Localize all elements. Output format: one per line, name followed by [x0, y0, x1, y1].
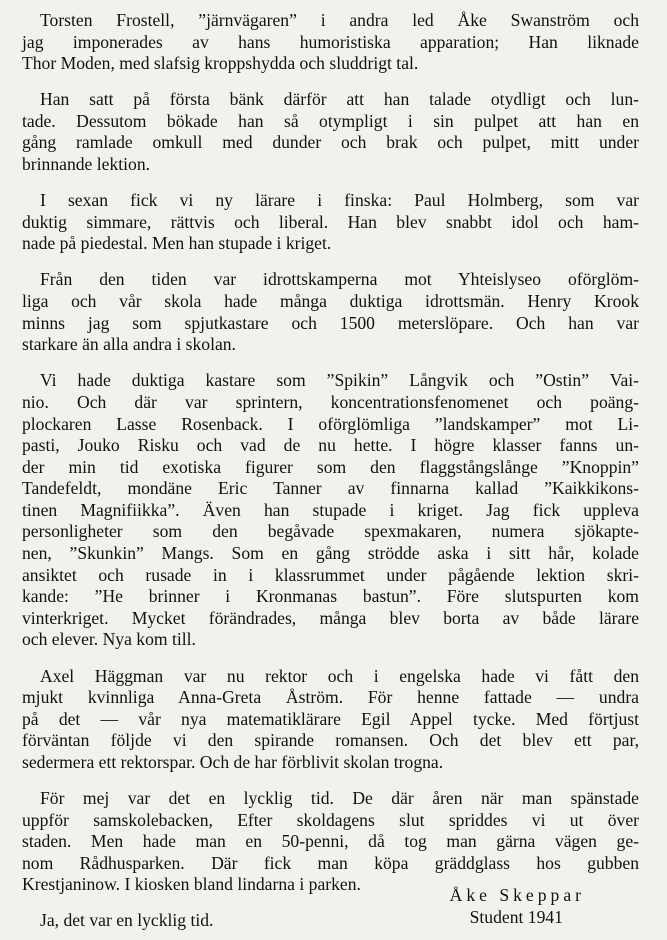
text-line: mjukt kvinnliga Anna-Greta Åström. För henne fattade — undra: [22, 687, 639, 708]
text-line: tade. Dessutom bökade han så otympligt i sin pulpet att han en: [22, 110, 639, 131]
paragraph: [22, 89, 639, 175]
text-line: liga och vår skola hade många duktiga idrottsmän. Henry Krook: [22, 291, 639, 312]
text-line: duktig simmare, rättvis och liberal. Han blev snabbt idol och ham-: [22, 211, 639, 232]
text-line: starkare än alla andra i skolan.: [22, 334, 236, 355]
text-line: tinen Magnifiikka”. Även han stupade i kriget. Jag fick uppleva: [22, 499, 639, 520]
text-line: nen, ”Skunkin” Mangs. Som en gång strödde aska i sitt hår, kolade: [22, 543, 639, 564]
text-line: Han satt på första bänk därför att han talade otydligt och lun-: [40, 89, 639, 110]
text-line: Torsten Frostell, ”järnvägaren” i andra led Åke Swanström och: [40, 10, 639, 30]
text-line: förväntan följde vi den spirande romansen. Och det blev ett par,: [22, 730, 639, 751]
text-line: Krestjaninow. I kiosken bland lindarna i parken.: [22, 874, 361, 895]
author-student-year: Student 1941: [469, 906, 563, 927]
paragraph: [22, 666, 639, 774]
text-line: För mej var det en lycklig tid. De där åren när man spänstade: [40, 788, 639, 808]
author-name: Åke Skeppar: [449, 885, 585, 905]
signature-block: [450, 885, 585, 928]
text-line: gång ramlade omkull med dunder och brak och pulpet, mitt under: [22, 132, 639, 153]
text-line: brinnande lektion.: [22, 154, 151, 175]
paragraph: [22, 10, 639, 75]
memoir-text: [22, 10, 639, 932]
text-line: der min tid exotiska figurer som den flaggstångslånge ”Knoppin”: [22, 456, 639, 477]
paragraph: [22, 788, 639, 896]
paragraph: [22, 370, 639, 651]
text-line: sedermera ett rektorspar. Och de har förblivit skolan trogna.: [22, 751, 444, 772]
text-line: kande: ”He brinner i Kronmanas bastun”. Före slutspurten kom: [22, 586, 639, 607]
paragraph: [22, 269, 639, 355]
text-line: minns jag som spjutkastare och 1500 meterslöpare. Och han var: [22, 312, 639, 333]
text-line: Tandefeldt, mondäne Eric Tanner av finnarna kallad ”Kaikkikons-: [22, 478, 639, 499]
text-line: nio. Och där var sprintern, koncentrationsfenomenet och poäng-: [22, 391, 639, 412]
text-line: plockaren Lasse Rosenback. I oförglömliga ”landskamper” mot Li-: [22, 413, 639, 434]
text-line: staden. Men hade man en 50-penni, då tog man gärna vägen ge-: [22, 831, 639, 852]
text-line: pasti, Jouko Risku och vad de nu hette. I högre klasser fanns un-: [22, 435, 639, 456]
text-line: uppför samskolebacken, Efter skoldagens slut spriddes vi ut över: [22, 809, 639, 830]
text-line: Thor Moden, med slafsig kroppshydda och sluddrigt tal.: [22, 53, 419, 74]
text-line: Axel Häggman var nu rektor och i engelska hade vi fått den: [40, 665, 639, 686]
text-line: på det — vår nya matematiklärare Egil Appel tycke. Med förtjust: [22, 708, 639, 729]
text-line: nom Rådhusparken. Där fick man köpa gräddglass hos gubben: [22, 852, 639, 873]
text-line: I sexan fick vi ny lärare i finska: Paul Holmberg, som var: [40, 190, 639, 211]
text-line: ansiktet och rusade in i klassrummet under pågående lektion skri-: [22, 564, 639, 585]
text-line: Vi hade duktiga kastare som ”Spikin” Långvik och ”Ostin” Vai-: [40, 370, 639, 391]
text-line: nade på piedestal. Men han stupade i kriget.: [22, 233, 332, 254]
text-line: vinterkriget. Mycket förändrades, många blev borta av både lärare: [22, 607, 639, 628]
text-line: Ja, det var en lycklig tid.: [40, 910, 214, 931]
paragraph: [22, 190, 639, 255]
text-line: Från den tiden var idrottskamperna mot Yhteislyseo oförglöm-: [40, 269, 639, 290]
text-line: personligheter som den begåvade spexmakaren, numera sjökapte-: [22, 521, 639, 542]
text-line: och elever. Nya kom till.: [22, 629, 196, 650]
text-line: jag imponerades av hans humoristiska apparation; Han liknade: [22, 31, 639, 52]
